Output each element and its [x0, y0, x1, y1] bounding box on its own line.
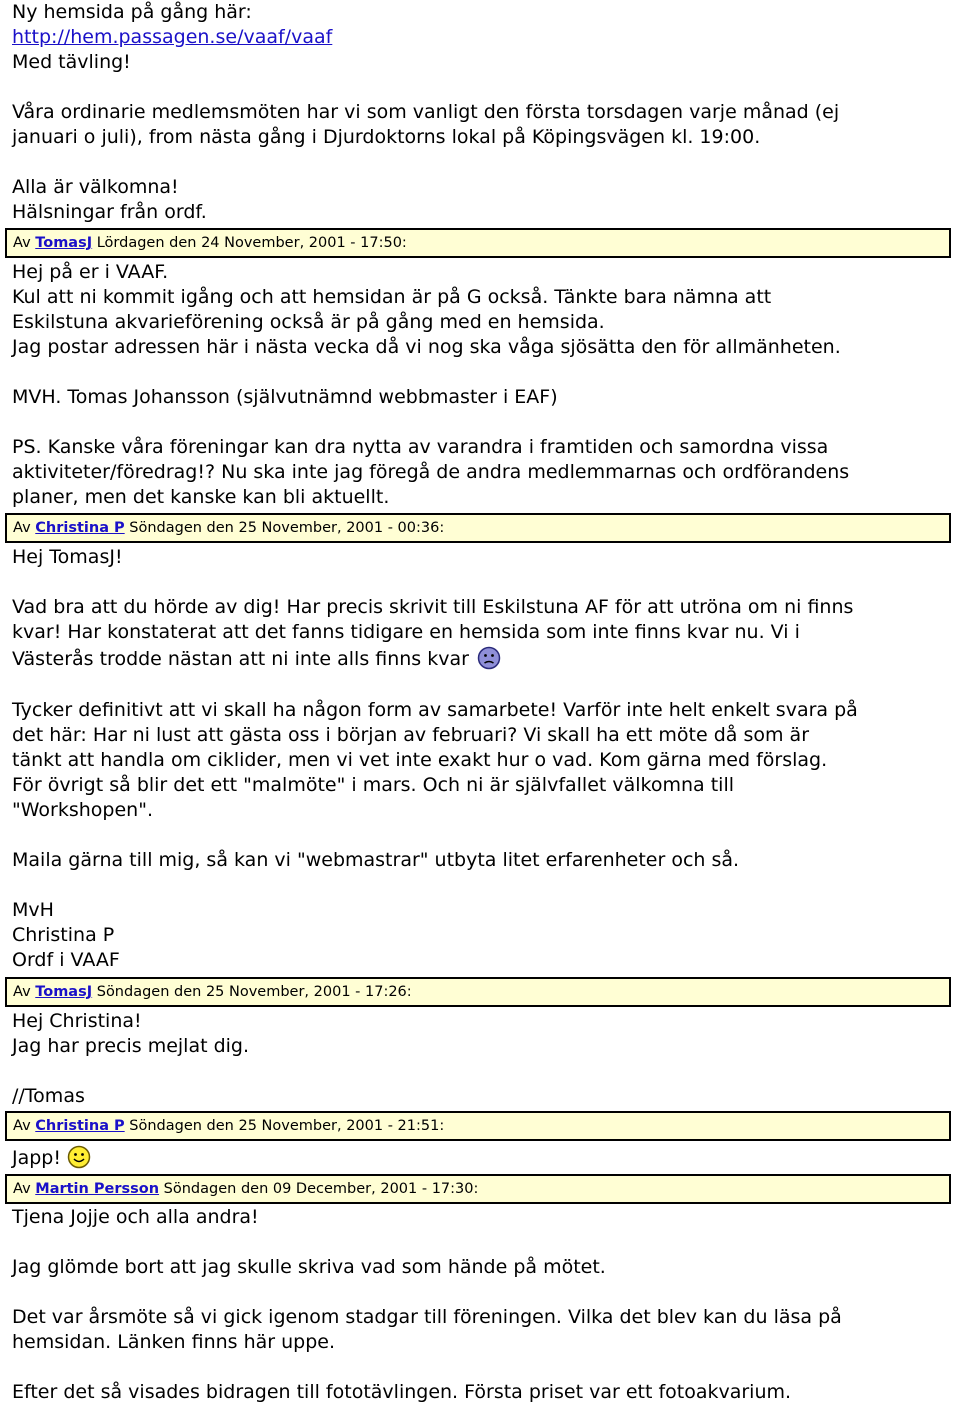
- post-body: [12, 1255, 952, 1280]
- post-line: planer, men det kanske kan bli aktuellt.: [12, 486, 390, 508]
- post-body: [12, 848, 952, 873]
- post-line: PS. Kanske våra föreningar kan dra nytta av varandra i framtiden och samordna vissa: [12, 436, 829, 458]
- post-line: hemsidan. Länken finns här uppe.: [12, 1331, 336, 1353]
- post-line: Hej på er i VAAF.: [12, 261, 169, 283]
- post-line: aktiviteter/föredrag!? Nu ska inte jag föregå de andra medlemmarnas och ordförandens: [12, 461, 850, 483]
- post-line: Det var årsmöte så vi gick igenom stadgar till föreningen. Vilka det blev kan du läsa på: [12, 1306, 842, 1328]
- intro-line: Ny hemsida på gång här:: [12, 1, 252, 23]
- post-line: Västerås trodde nästan att ni inte alls finns kvar: [12, 648, 469, 670]
- post-body: [12, 435, 952, 510]
- post-line: det här: Har ni lust att gästa oss i början av februari? Vi skall ha ett möte då som är: [12, 724, 810, 746]
- homepage-link[interactable]: http://hem.passagen.se/vaaf/vaaf: [12, 26, 333, 48]
- post-header: [5, 513, 951, 543]
- post-header: [5, 1174, 951, 1204]
- post-line: Efter det så visades bidragen till fototävlingen. Första priset var ett fotoakvarium.: [12, 1381, 792, 1403]
- post-author-link[interactable]: TomasJ: [35, 235, 93, 251]
- post-line: Jag har precis mejlat dig.: [12, 1035, 250, 1057]
- post-prefix: Av: [13, 1181, 31, 1197]
- post-prefix: Av: [13, 984, 31, 1000]
- post-line: tänkt att handla om ciklider, men vi vet inte exakt hur o vad. Kom gärna med förslag.: [12, 749, 828, 771]
- post-body: [12, 595, 952, 673]
- post-line: MvH: [12, 899, 54, 921]
- intro-line: Våra ordinarie medlemsmöten har vi som vanligt den första torsdagen varje månad (ej: [12, 101, 840, 123]
- intro-line: Med tävling!: [12, 51, 131, 73]
- post-body: [12, 698, 952, 823]
- intro-greeting: [12, 175, 952, 225]
- intro-paragraph: [12, 100, 952, 150]
- post-date: Söndagen den 09 December, 2001 - 17:30:: [163, 1181, 479, 1197]
- post-body: [12, 1084, 952, 1109]
- post-line: Tjena Jojje och alla andra!: [12, 1206, 259, 1228]
- intro-block: [12, 0, 952, 75]
- post-line: Tycker definitivt att vi skall ha någon form av samarbete! Varför inte helt enkelt svara på: [12, 699, 858, 721]
- post-signature: [12, 898, 952, 973]
- post-line: Vad bra att du hörde av dig! Har precis skrivit till Eskilstuna AF för att utröna om ni finns: [12, 596, 854, 618]
- post-body: [12, 1144, 952, 1172]
- intro-line: Alla är välkomna!: [12, 176, 179, 198]
- sad-smiley-icon: [477, 646, 501, 678]
- post-line: //Tomas: [12, 1085, 85, 1107]
- post-body: [12, 1305, 952, 1355]
- post-line: "Workshopen".: [12, 799, 153, 821]
- post-line: Japp!: [12, 1147, 61, 1169]
- post-line: Jag glömde bort att jag skulle skriva vad som hände på mötet.: [12, 1256, 606, 1278]
- post-line: För övrigt så blir det ett "malmöte" i mars. Och ni är självfallet välkomna till: [12, 774, 735, 796]
- post-author-link[interactable]: Christina P: [35, 520, 125, 536]
- post-header: [5, 1111, 951, 1141]
- post-line: Hej TomasJ!: [12, 546, 123, 568]
- post-line: Hej Christina!: [12, 1010, 142, 1032]
- post-header: [5, 228, 951, 258]
- post-line: Kul att ni kommit igång och att hemsidan är på G också. Tänkte bara nämna att: [12, 286, 772, 308]
- post-body: [12, 1205, 952, 1230]
- post-date: Lördagen den 24 November, 2001 - 17:50:: [96, 235, 407, 251]
- post-prefix: Av: [13, 1118, 31, 1134]
- post-header: [5, 977, 951, 1007]
- post-body: [12, 1009, 952, 1059]
- post-author-link[interactable]: Christina P: [35, 1118, 125, 1134]
- post-date: Söndagen den 25 November, 2001 - 17:26:: [96, 984, 412, 1000]
- post-line: Christina P: [12, 924, 115, 946]
- post-line: kvar! Har konstaterat att det fanns tidigare en hemsida som inte finns kvar nu. Vi i: [12, 621, 800, 643]
- post-line: Maila gärna till mig, så kan vi "webmastrar" utbyta litet erfarenheter och så.: [12, 849, 740, 871]
- post-line: MVH. Tomas Johansson (självutnämnd webbmaster i EAF): [12, 386, 558, 408]
- post-body: [12, 1380, 952, 1405]
- post-author-link[interactable]: Martin Persson: [35, 1181, 160, 1197]
- post-author-link[interactable]: TomasJ: [35, 984, 93, 1000]
- post-date: Söndagen den 25 November, 2001 - 00:36:: [129, 520, 445, 536]
- intro-line: januari o juli), from nästa gång i Djurdoktorns lokal på Köpingsvägen kl. 19:00.: [12, 126, 761, 148]
- post-line: Ordf i VAAF: [12, 949, 120, 971]
- post-prefix: Av: [13, 520, 31, 536]
- happy-smiley-icon: [67, 1145, 91, 1177]
- post-body: [12, 260, 952, 360]
- post-line: Jag postar adressen här i nästa vecka då vi nog ska våga sjösätta den för allmänheten.: [12, 336, 841, 358]
- post-body: [12, 545, 952, 570]
- post-date: Söndagen den 25 November, 2001 - 21:51:: [129, 1118, 445, 1134]
- post-body: [12, 385, 952, 410]
- post-prefix: Av: [13, 235, 31, 251]
- intro-line: Hälsningar från ordf.: [12, 201, 207, 223]
- post-line: Eskilstuna akvarieförening också är på gång med en hemsida.: [12, 311, 605, 333]
